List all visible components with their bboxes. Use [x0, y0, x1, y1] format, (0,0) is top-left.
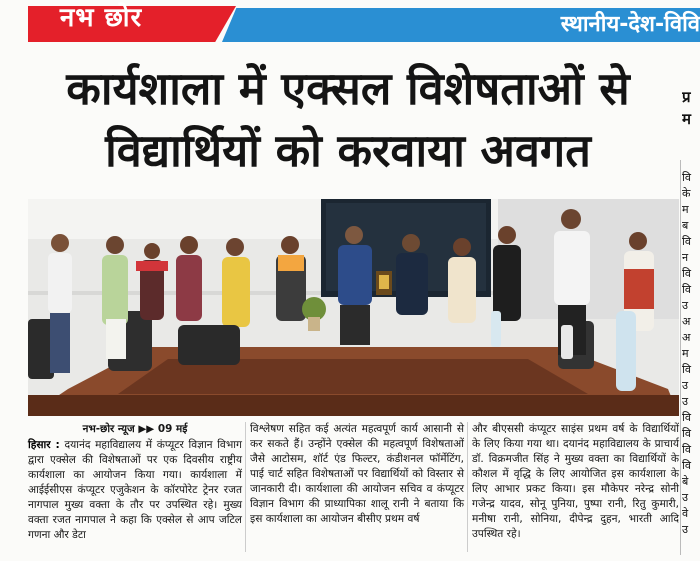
adjacent-text-line: वि	[682, 443, 691, 456]
adjacent-text-line: उ	[682, 299, 689, 312]
adjacent-text-line: वि	[682, 459, 691, 472]
adjacent-text-line: वि	[682, 171, 691, 184]
adjacent-text-line: वि	[682, 267, 691, 280]
adjacent-text-line: उ	[682, 523, 689, 536]
adjacent-text	[682, 170, 700, 538]
page-header	[0, 0, 700, 46]
article-column-3: और बीएससी कंप्यूटर साइंस प्रथम वर्ष के विद्यार्थियों के लिए किया गया था। दयानंद महाविद्यालय के प्राचार्य डॉ. विक्रमजीत सिंह ने मुख्य वक्ता का विद्यार्थियों के कौशल में वृद्धि के लिए आयोजित इस कार्यशाला के लिए आभार प्रकट किया। इस मौकेपर नरेन्द्र सोनी गजेन्द्र यादव, सोनू पुनिया, पुष्पा रानी, रितु कुमारी, मनीषा रानी, सोनिया, दीपेन्द्र दुहन, भारती आदि उपस्थित रहे।	[472, 423, 679, 540]
adjacent-text-line: उ	[682, 395, 689, 408]
article-text-1: दयानंद महाविद्यालय में कंप्यूटर विज्ञान विभाग द्वारा एक्सेल की विशेषताओं पर एक दिवसीय राष्ट्रीय कार्यशाला का आयोजन किया गया। कार्यशाला में आईईसीएस कंप्यूटर एजुकेशन के कॉरपोरेट ट्रेनर रजत नागपाल मुख्य वक्ता के तौर पर उपस्थित रहे। मुख्य वक्ता रजत नागपाल ने कहा कि एक्सेल से आप जटिल गणना और डेटा	[28, 439, 242, 541]
newspaper-brand: नभ छोर	[59, 3, 143, 33]
adjacent-text-line: म	[682, 347, 689, 360]
headline-line-2: विद्यार्थियों को करवाया अवगत	[105, 124, 591, 177]
adjacent-text-line: अ	[682, 331, 691, 344]
adjacent-text-line: वि	[682, 235, 691, 248]
headline-line-1: कार्यशाला में एक्सल विशेषताओं से	[66, 62, 630, 115]
adjacent-text-line: म	[682, 203, 689, 216]
adjacent-text-line: उ	[682, 491, 689, 504]
adjacent-text-line: वि	[682, 363, 691, 376]
adjacent-text-line: बे	[682, 475, 689, 488]
location-lead: हिसार :	[28, 439, 60, 451]
adjacent-text-line: उ	[682, 379, 689, 392]
adjacent-text-line: ब	[682, 219, 689, 232]
adjacent-text-line: न	[682, 251, 689, 264]
article-column-1	[28, 422, 242, 543]
news-photo	[28, 199, 679, 416]
dateline: नभ-छोर न्यूज ▶▶ 09 मई	[82, 423, 188, 435]
adjacent-text-line: अ	[682, 315, 691, 328]
column-divider	[245, 422, 246, 552]
adjacent-text-line: के	[682, 187, 691, 200]
adjacent-text-line: वि	[682, 427, 691, 440]
adjacent-headline: प्र म	[682, 88, 691, 128]
article-column-2: विश्लेषण सहित कई अत्यंत महत्वपूर्ण कार्य आसानी से कर सकते हैं। उन्होंने एक्सेल की महत्वपूर्ण विशेषताओं जैसे आटोसम, शॉर्ट एंड फिल्टर, कंडीशनल फॉर्मेटिंग, पाई चार्ट सहित विशेषताओं पर विद्यार्थियों को विस्तार से जानकारी दी। कार्यशाला की आयोजन सचिव व कंप्यूटर विज्ञान विभाग की प्राध्यापिका शालू रानी ने बताया कि इस कार्यशाला का आयोजन बीसीए प्रथम वर्ष	[250, 423, 464, 525]
adjacent-text-line: वि	[682, 411, 691, 424]
section-title: स्थानीय-देश-विवि	[560, 12, 700, 37]
column-divider	[680, 160, 681, 555]
adjacent-text-line: वि	[682, 283, 691, 296]
adjacent-text-line: वे	[682, 507, 689, 520]
column-divider	[467, 422, 468, 552]
adjacent-article-clipped	[682, 86, 700, 561]
article-headline	[18, 58, 678, 182]
